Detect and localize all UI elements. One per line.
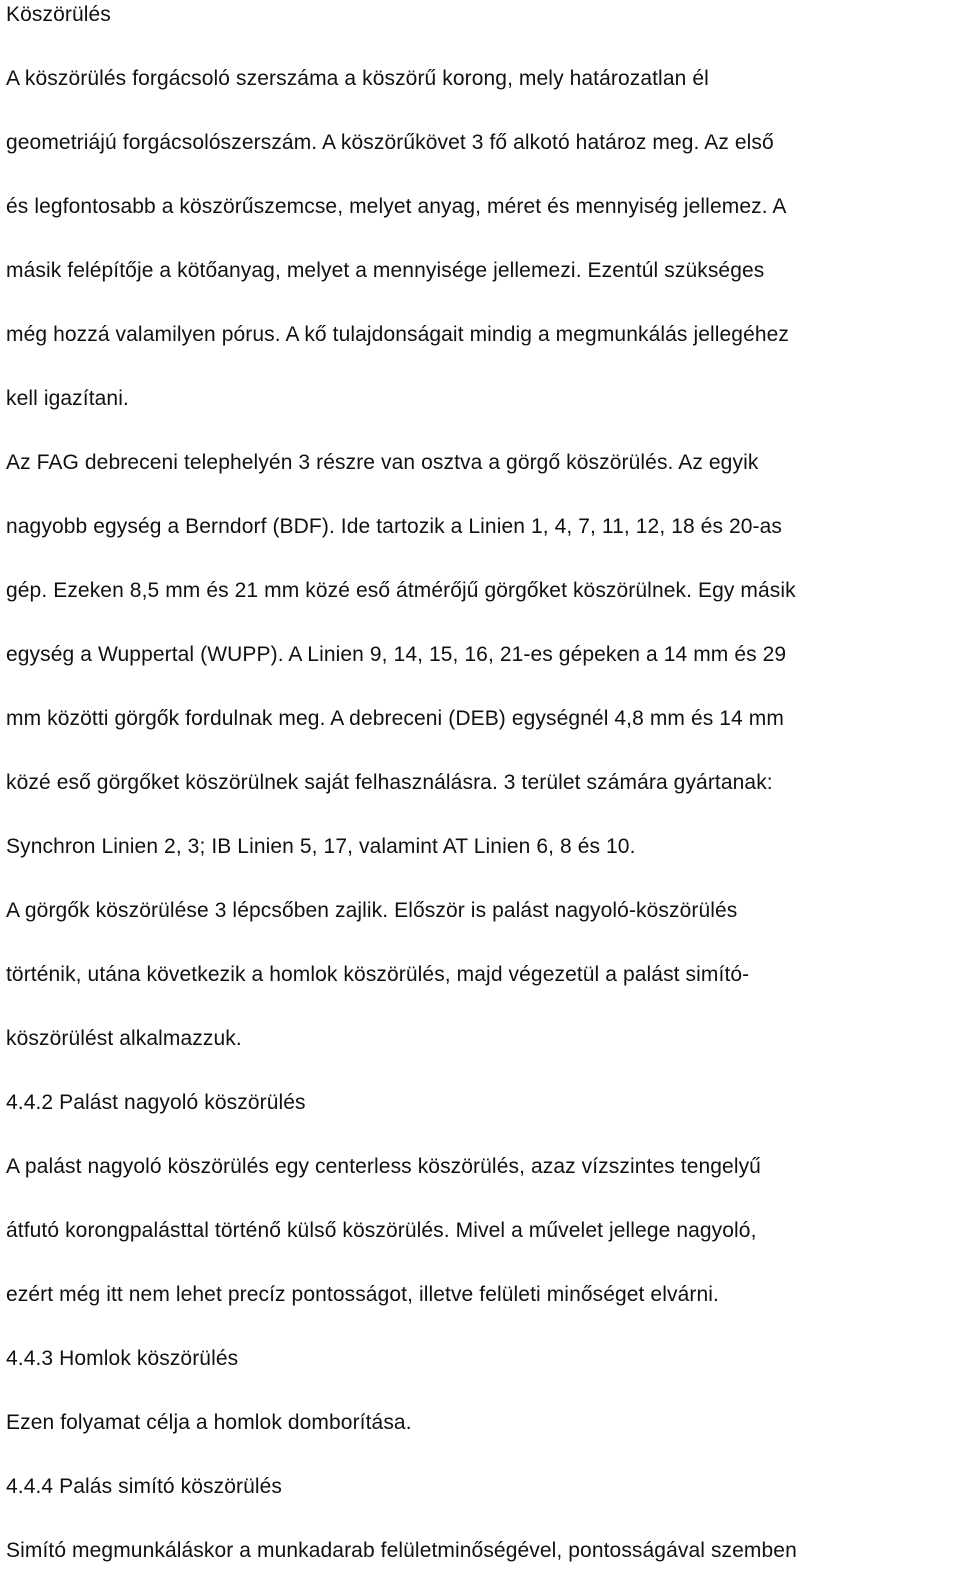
paragraph-line: történik, utána következik a homlok köszörülés, majd végezetül a palást simító- bbox=[6, 963, 750, 986]
section-heading: 4.4.2 Palást nagyoló köszörülés bbox=[6, 1091, 306, 1114]
paragraph-line: A görgők köszörülése 3 lépcsőben zajlik. Először is palást nagyoló-köszörülés bbox=[6, 899, 738, 922]
paragraph-line: kell igazítani. bbox=[6, 387, 129, 410]
section-heading: 4.4.4 Palás simító köszörülés bbox=[6, 1475, 283, 1498]
paragraph-line: átfutó korongpalásttal történő külső köszörülés. Mivel a művelet jellege nagyoló, bbox=[6, 1219, 757, 1242]
paragraph-line: még hozzá valamilyen pórus. A kő tulajdonságait mindig a megmunkálás jellegéhez bbox=[6, 323, 790, 346]
document-title: Köszörülés bbox=[6, 3, 111, 26]
section-heading: 4.4.3 Homlok köszörülés bbox=[6, 1347, 239, 1370]
paragraph-line: Simító megmunkáláskor a munkadarab felületminőségével, pontosságával szemben bbox=[6, 1539, 797, 1562]
paragraph-line: A palást nagyoló köszörülés egy centerless köszörülés, azaz vízszintes tengelyű bbox=[6, 1155, 761, 1178]
paragraph-line: köszörülést alkalmazzuk. bbox=[6, 1027, 242, 1050]
paragraph-line: nagyobb egység a Berndorf (BDF). Ide tartozik a Linien 1, 4, 7, 11, 12, 18 és 20-as bbox=[6, 515, 783, 538]
paragraph-line: ezért még itt nem lehet precíz pontosságot, illetve felületi minőséget elvárni. bbox=[6, 1283, 719, 1306]
paragraph-line: Ezen folyamat célja a homlok domborítása. bbox=[6, 1411, 412, 1434]
paragraph-line: A köszörülés forgácsoló szerszáma a köszörű korong, mely határozatlan él bbox=[6, 67, 709, 90]
paragraph-line: gép. Ezeken 8,5 mm és 21 mm közé eső átmérőjű görgőket köszörülnek. Egy másik bbox=[6, 579, 796, 602]
paragraph-line: másik felépítője a kötőanyag, melyet a mennyisége jellemezi. Ezentúl szükséges bbox=[6, 259, 765, 282]
paragraph-line: mm közötti görgők fordulnak meg. A debreceni (DEB) egységnél 4,8 mm és 14 mm bbox=[6, 707, 784, 730]
paragraph-line: közé eső görgőket köszörülnek saját felhasználásra. 3 terület számára gyártanak: bbox=[6, 771, 773, 794]
paragraph-line: és legfontosabb a köszörűszemcse, melyet anyag, méret és mennyiség jellemez. A bbox=[6, 195, 787, 218]
paragraph-line: Synchron Linien 2, 3; IB Linien 5, 17, valamint AT Linien 6, 8 és 10. bbox=[6, 835, 636, 858]
paragraph-line: geometriájú forgácsolószerszám. A köszörűkövet 3 fő alkotó határoz meg. Az első bbox=[6, 131, 774, 154]
paragraph-line: egység a Wuppertal (WUPP). A Linien 9, 14, 15, 16, 21-es gépeken a 14 mm és 29 bbox=[6, 643, 787, 666]
paragraph-line: Az FAG debreceni telephelyén 3 részre van osztva a görgő köszörülés. Az egyik bbox=[6, 451, 759, 474]
